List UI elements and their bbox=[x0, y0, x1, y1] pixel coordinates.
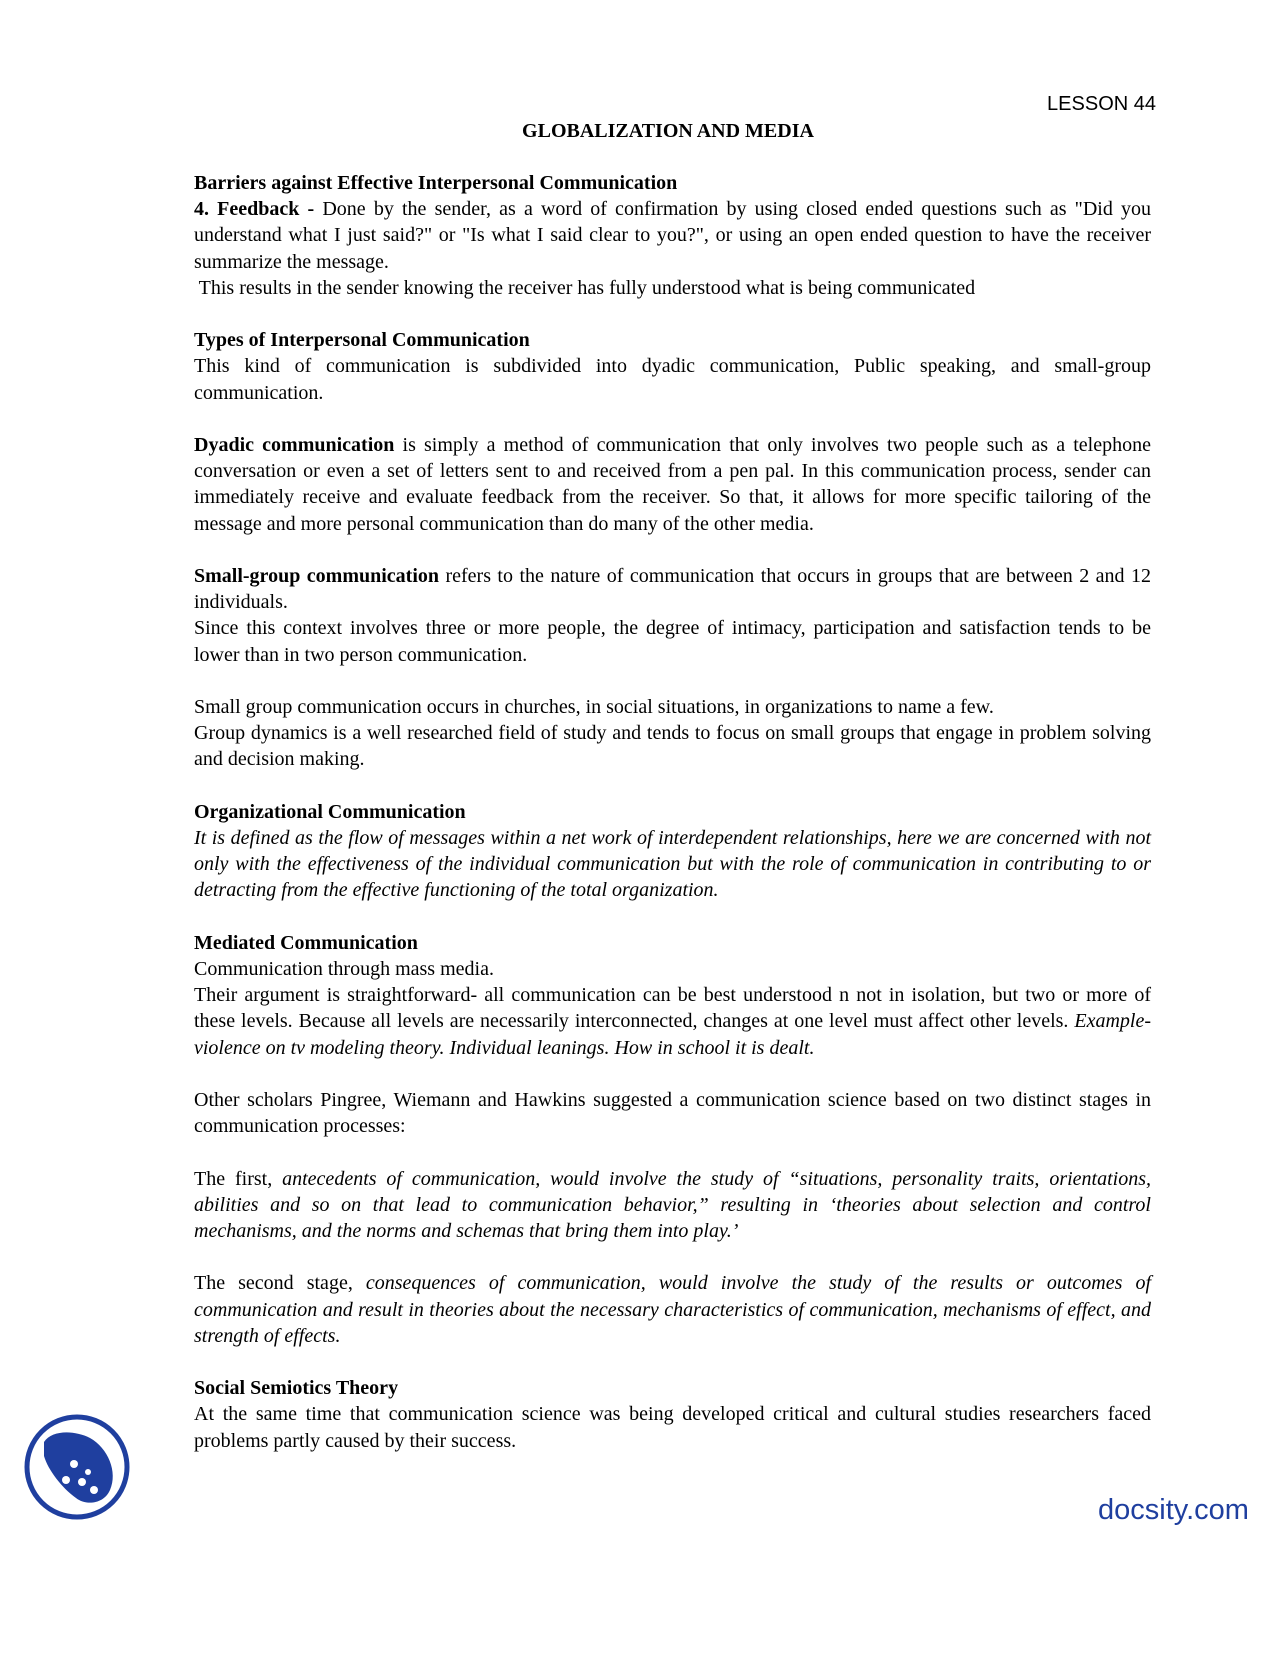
document-body bbox=[194, 170, 1151, 1454]
feedback-paragraph bbox=[194, 196, 1151, 275]
mediated-line: Communication through mass media. bbox=[194, 958, 494, 980]
dyadic-paragraph bbox=[194, 432, 1151, 537]
dyadic-text: is simply a method of communication that only involves two people such as a telephone conversation or even a set of letters sent to and received from a pen pal. In this communication process, sender can immediately receive and evaluate feedback from the receiver. So that, it allows for more specific tailoring of the message and more personal communication than do many of the other media. bbox=[194, 434, 1151, 535]
first-stage-text: antecedents of communication, would involve the study of “situations, personality traits, orientations, abilities and so on that lead to communication behavior,” resulting in ‘theories about selection and control mechanisms, and the norms and schemas that bring them into play.’ bbox=[194, 1167, 1151, 1242]
semiotics-heading: Social Semiotics Theory bbox=[194, 1377, 399, 1400]
mediated-heading: Mediated Communication bbox=[194, 931, 418, 954]
types-heading: Types of Interpersonal Communication bbox=[194, 329, 530, 352]
small-group-text: refers to the nature of communication that occurs in groups that are between 2 and 12 individuals. bbox=[194, 565, 1151, 614]
small-group-term: Small-group communication bbox=[194, 565, 439, 587]
argument-text: Their argument is straightforward- all communication can be best understood n not in isolation, but two or more of these levels. Because all levels are necessarily interconnected, changes at one level must affect other levels. bbox=[194, 984, 1151, 1033]
page-title: GLOBALIZATION AND MEDIA bbox=[522, 120, 814, 142]
small-group-occurs: Small group communication occurs in churches, in social situations, in organizations to name a few. bbox=[194, 696, 994, 718]
lesson-number: LESSON 44 bbox=[1047, 93, 1156, 115]
first-stage-paragraph bbox=[194, 1166, 1151, 1245]
docsity-brand-link[interactable]: docsity.com bbox=[1098, 1494, 1249, 1526]
feedback-text: Done by the sender, as a word of confirmation by using closed ended questions such as "Did you understand what I just said?" or "Is what I said clear to you?", or using an open ended question to have the receiver summarize the message. bbox=[194, 198, 1151, 273]
organizational-paragraph: It is defined as the flow of messages within a net work of interdependent relationships, here we are concerned with not only with the effectiveness of the individual communication but with the role of communication in contributing to or detracting from the effective functioning of the total organization. bbox=[194, 827, 1151, 902]
second-stage-prefix: The second stage, bbox=[194, 1272, 366, 1295]
second-stage-paragraph bbox=[194, 1270, 1151, 1349]
barriers-heading: Barriers against Effective Interpersonal Communication bbox=[194, 172, 678, 194]
organizational-heading: Organizational Communication bbox=[194, 800, 466, 823]
dyadic-term: Dyadic communication bbox=[194, 434, 395, 456]
small-group-paragraph bbox=[194, 563, 1151, 615]
docsity-logo-icon[interactable] bbox=[22, 1412, 132, 1522]
small-group-context: Since this context involves three or more people, the degree of intimacy, participation and satisfaction tends to be lower than in two person communication. bbox=[194, 617, 1151, 666]
mediated-argument bbox=[194, 982, 1151, 1061]
group-dynamics: Group dynamics is a well researched field of study and tends to focus on small groups that engage in problem solving and decision making. bbox=[194, 722, 1151, 771]
feedback-result: This results in the sender knowing the receiver has fully understood what is being communicated bbox=[194, 276, 976, 299]
types-paragraph: This kind of communication is subdivided into dyadic communication, Public speaking, and small-group communication. bbox=[194, 355, 1151, 404]
argument-example: Example-violence on tv modeling theory. Individual leanings. How in school it is dealt. bbox=[194, 1010, 1151, 1059]
feedback-label: 4. Feedback - bbox=[194, 198, 315, 221]
scholars-paragraph: Other scholars Pingree, Wiemann and Hawkins suggested a communication science based on two distinct stages in communication processes: bbox=[194, 1089, 1151, 1138]
second-stage-text: consequences of communication, would involve the study of the results or outcomes of communication and result in theories about the necessary characteristics of communication, mechanisms of effect, and strength of effects. bbox=[194, 1272, 1151, 1347]
semiotics-paragraph: At the same time that communication science was being developed critical and cultural studies researchers faced problems partly caused by their success. bbox=[194, 1403, 1151, 1452]
first-stage-prefix: The first, bbox=[194, 1167, 283, 1190]
